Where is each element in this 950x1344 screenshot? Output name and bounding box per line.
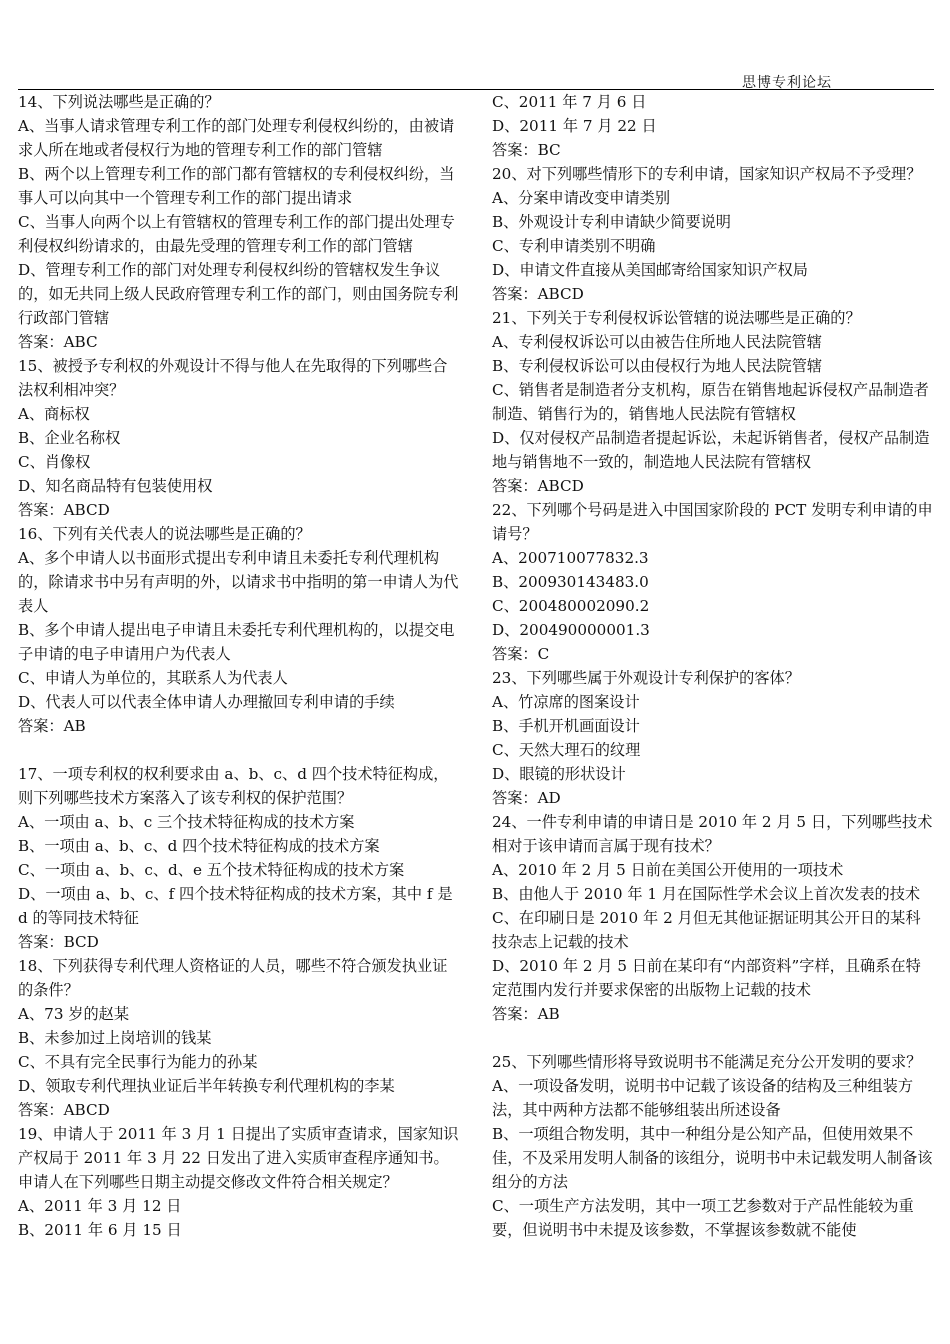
option-line: C、专利申请类别不明确 <box>492 237 656 255</box>
option-line: D、2010 年 2 月 5 日前在某印有“内部资料”字样，且确系在特定范围内发行并要求保密的出版物上记载的技术 <box>492 957 921 999</box>
option-line: B、200930143483.0 <box>492 573 649 591</box>
option-line: A、2010 年 2 月 5 日前在美国公开使用的一项技术 <box>492 861 844 879</box>
question-line: 18、下列获得专利代理人资格证的人员，哪些不符合颁发执业证的条件？ <box>18 957 448 999</box>
blank-line <box>18 738 460 762</box>
answer-line: 答案：BC <box>492 141 561 159</box>
option-line: A、分案申请改变申请类别 <box>492 189 671 207</box>
option-line: C、肖像权 <box>18 453 91 471</box>
option-line: D、眼镜的形状设计 <box>492 765 626 783</box>
question-line: 24、一件专利申请的申请日是 2010 年 2 月 5 日，下列哪些技术相对于该申请而言属于现有技术？ <box>492 813 933 855</box>
option-line: D、知名商品特有包装使用权 <box>18 477 213 495</box>
option-line: C、当事人向两个以上有管辖权的管理专利工作的部门提出处理专利侵权纠纷请求的，由最先受理的管理专利工作的部门管辖 <box>18 213 455 255</box>
option-line: A、多个申请人以书面形式提出专利申请且未委托专利代理机构的，除请求书中另有声明的外，以请求书中指明的第一申请人为代表人 <box>18 549 459 615</box>
question-line: 20、对下列哪些情形下的专利申请，国家知识产权局不予受理？ <box>492 165 922 183</box>
option-line: C、200480002090.2 <box>492 597 650 615</box>
option-line: C、一项生产方法发明，其中一项工艺参数对于产品性能较为重要，但说明书中未提及该参数，不掌握该参数就不能使 <box>492 1197 914 1239</box>
option-line: A、竹凉席的图案设计 <box>492 693 640 711</box>
answer-line: 答案：ABC <box>18 333 98 351</box>
option-line: B、专利侵权诉讼可以由侵权行为地人民法院管辖 <box>492 357 823 375</box>
option-line: A、200710077832.3 <box>492 549 649 567</box>
left-column <box>18 90 460 1242</box>
option-line: A、当事人请求管理专利工作的部门处理专利侵权纠纷的，由被请求人所在地或者侵权行为地的管理专利工作的部门管辖 <box>18 117 455 159</box>
answer-line: 答案：ABCD <box>492 477 584 495</box>
answer-line: 答案：C <box>492 645 550 663</box>
option-line: C、不具有完全民事行为能力的孙某 <box>18 1053 258 1071</box>
option-line: D、领取专利代理执业证后半年转换专利代理机构的李某 <box>18 1077 395 1095</box>
option-line: C、申请人为单位的，其联系人为代表人 <box>18 669 288 687</box>
option-line: B、一项由 a、b、c、d 四个技术特征构成的技术方案 <box>18 837 380 855</box>
option-line: B、企业名称权 <box>18 429 121 447</box>
question-line: 14、下列说法哪些是正确的？ <box>18 93 220 111</box>
option-line: B、两个以上管理专利工作的部门都有管辖权的专利侵权纠纷，当事人可以向其中一个管理专利工作的部门提出请求 <box>18 165 455 207</box>
option-line: D、一项由 a、b、c、f 四个技术特征构成的技术方案，其中 f 是 d 的等同技术特征 <box>18 885 453 927</box>
question-line: 21、下列关于专利侵权诉讼管辖的说法哪些是正确的？ <box>492 309 861 327</box>
option-line: D、200490000001.3 <box>492 621 650 639</box>
option-line: A、2011 年 3 月 12 日 <box>18 1197 182 1215</box>
question-line: 16、下列有关代表人的说法哪些是正确的？ <box>18 525 311 543</box>
answer-line: 答案：ABCD <box>492 285 584 303</box>
option-line: A、商标权 <box>18 405 90 423</box>
option-line: A、一项由 a、b、c 三个技术特征构成的技术方案 <box>18 813 355 831</box>
page-header-title: 思博专利论坛 <box>742 75 832 91</box>
option-line: A、专利侵权诉讼可以由被告住所地人民法院管辖 <box>492 333 822 351</box>
option-line: C、2011 年 7 月 6 日 <box>492 93 647 111</box>
option-line: D、2011 年 7 月 22 日 <box>492 117 657 135</box>
answer-line: 答案：AD <box>492 789 561 807</box>
question-line: 23、下列哪些属于外观设计专利保护的客体？ <box>492 669 800 687</box>
option-line: C、销售者是制造者分支机构，原告在销售地起诉侵权产品制造者制造、销售行为的，销售地人民法院有管辖权 <box>492 381 929 423</box>
right-column <box>492 90 934 1242</box>
option-line: D、代表人可以代表全体申请人办理撤回专利申请的手续 <box>18 693 395 711</box>
option-line: B、一项组合物发明，其中一种组分是公知产品，但使用效果不佳，不及采用发明人制备的该组分，说明书中未记载发明人制备该组分的方法 <box>492 1125 933 1191</box>
option-line: B、多个申请人提出电子申请且未委托专利代理机构的，以提交电子申请的电子申请用户为代表人 <box>18 621 455 663</box>
option-line: A、一项设备发明，说明书中记载了该设备的结构及三种组装方法，其中两种方法都不能够组装出所述设备 <box>492 1077 914 1119</box>
option-line: B、由他人于 2010 年 1 月在国际性学术会议上首次发表的技术 <box>492 885 921 903</box>
option-line: D、仅对侵权产品制造者提起诉讼，未起诉销售者，侵权产品制造地与销售地不一致的，制造地人民法院有管辖权 <box>492 429 930 471</box>
option-line: D、申请文件直接从美国邮寄给国家知识产权局 <box>492 261 808 279</box>
blank-line <box>492 1026 934 1050</box>
question-line: 17、一项专利权的权利要求由 a、b、c、d 四个技术特征构成，则下列哪些技术方案落入了该专利权的保护范围？ <box>18 765 449 807</box>
answer-line: 答案：ABCD <box>18 501 110 519</box>
question-line: 22、下列哪个号码是进入中国国家阶段的 PCT 发明专利申请的申请号？ <box>492 501 933 543</box>
answer-line: 答案：AB <box>18 717 86 735</box>
option-line: B、2011 年 6 月 15 日 <box>18 1221 182 1239</box>
option-line: D、管理专利工作的部门对处理专利侵权纠纷的管辖权发生争议的，如无共同上级人民政府管理专利工作的部门，则由国务院专利行政部门管辖 <box>18 261 459 327</box>
option-line: A、73 岁的赵某 <box>18 1005 130 1023</box>
option-line: B、手机开机画面设计 <box>492 717 640 735</box>
option-line: C、一项由 a、b、c、d、e 五个技术特征构成的技术方案 <box>18 861 405 879</box>
answer-line: 答案：ABCD <box>18 1101 110 1119</box>
option-line: C、天然大理石的纹理 <box>492 741 641 759</box>
question-line: 25、下列哪些情形将导致说明书不能满足充分公开发明的要求？ <box>492 1053 922 1071</box>
answer-line: 答案：AB <box>492 1005 560 1023</box>
question-line: 19、申请人于 2011 年 3 月 1 日提出了实质审查请求，国家知识产权局于 2011 年 3 月 22 日发出了进入实质审查程序通知书。申请人在下列哪些日期主动提交修改文件符合相关规定？ <box>18 1125 459 1191</box>
option-line: B、未参加过上岗培训的钱某 <box>18 1029 212 1047</box>
answer-line: 答案：BCD <box>18 933 99 951</box>
option-line: C、在印刷日是 2010 年 2 月但无其他证据证明其公开日的某科技杂志上记载的技术 <box>492 909 921 951</box>
option-line: B、外观设计专利申请缺少简要说明 <box>492 213 731 231</box>
question-line: 15、被授予专利权的外观设计不得与他人在先取得的下列哪些合法权利相冲突？ <box>18 357 448 399</box>
